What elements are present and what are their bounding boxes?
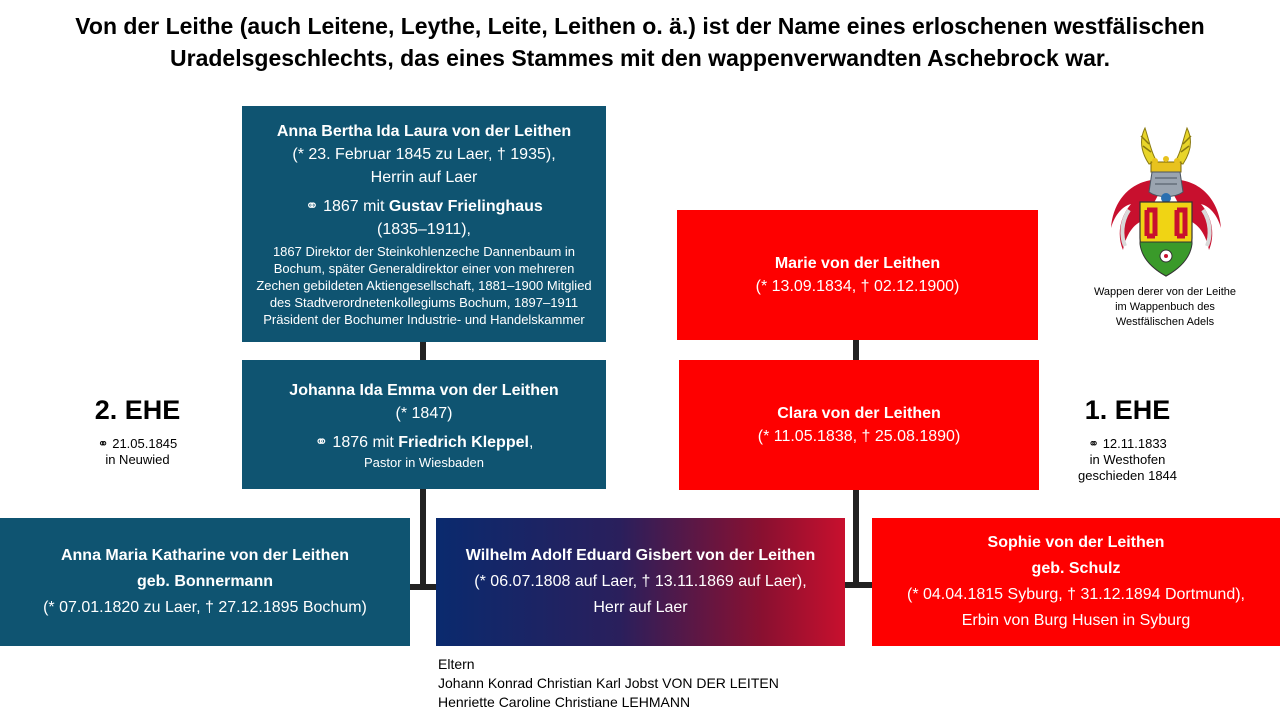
spouse-name: Friedrich Kleppel [398,433,529,451]
person-name: Clara von der Leithen [777,405,941,422]
spouse-dates: (1835–1911), [377,221,471,238]
person-name: Sophie von der Leithen [987,534,1165,551]
person-dates: (* 06.07.1808 auf Laer, † 13.11.1869 auf Laer), [474,573,807,590]
person-anna-bertha [242,106,606,342]
person-johanna [242,360,606,489]
marriage-comma: , [528,433,534,451]
marriage-prefix: ⚭ 1867 mit [305,198,389,215]
coat-of-arms-icon [1105,118,1227,284]
person-name: Johanna Ida Emma von der Leithen [289,381,559,399]
spouse-role: Pastor in Wiesbaden [364,454,484,470]
person-title: Erbin von Burg Husen in Syburg [961,612,1191,629]
spouse-name: Gustav Frielinghaus [388,198,543,215]
person-clara [679,360,1039,490]
coat-of-arms-caption [1080,285,1250,330]
person-title: Herr auf Laer [593,599,688,616]
marriage-line [315,431,534,454]
marriage-1-info [1050,436,1205,484]
person-dates: (* 13.09.1834, † 02.12.1900) [755,278,960,295]
marriage-prefix: ⚭ 1876 mit [314,433,399,451]
marriage-line [305,195,542,218]
person-dates: (* 11.05.1838, † 25.08.1890) [757,428,961,445]
marriage-1-label: 1. EHE [1084,395,1171,425]
caption-line-3: Westfälischen Adels [1115,316,1215,328]
person-maiden-name: geb. Bonnermann [136,573,273,590]
connector-left-horizontal [408,584,438,590]
person-anna-maria [0,518,410,646]
parents-label: Eltern [438,656,475,672]
marriage-1-note: geschieden 1844 [1077,468,1178,483]
title-line-1: Von der Leithe (auch Leitene, Leythe, Leite, Leithen o. ä.) ist der Name eines erloschenen westfälischen [75,13,1205,39]
connector-right-horizontal [844,582,874,588]
person-name: Anna Maria Katharine von der Leithen [60,547,350,564]
person-maiden-name: geb. Schulz [1031,560,1121,577]
person-name: Marie von der Leithen [774,255,941,272]
person-dates: (* 07.01.1820 zu Laer, † 27.12.1895 Bochum) [43,599,367,616]
marriage-2-place: in Neuwied [105,452,170,467]
person-dates: (* 23. Februar 1845 zu Laer, † 1935), [292,146,556,163]
parents-mother: Henriette Caroline Christiane LEHMANN [438,694,691,710]
person-marie [677,210,1038,340]
person-dates: (* 04.04.1815 Syburg, † 31.12.1894 Dortmund), [907,586,1245,603]
person-name: Wilhelm Adolf Eduard Gisbert von der Leithen [465,547,816,564]
person-name: Anna Bertha Ida Laura von der Leithen [276,123,572,140]
person-dates: (* 1847) [395,404,453,422]
marriage-2-date: ⚭ 21.05.1845 [97,436,178,451]
person-title: Herrin auf Laer [370,169,478,186]
page-title [0,10,1280,74]
marriage-1-date: ⚭ 12.11.1833 [1088,436,1167,451]
marriage-2-label: 2. EHE [94,395,181,425]
spouse-bio: 1867 Direktor der Steinkohlenzeche Dannenbaum in Bochum, später Generaldirektor einer von mehreren Zechen gebildeten Aktiengesellschaft, 1881–1900 Mitglied des Stadtverordnetenkollegiums Bochum, 1897–1911 Präsident der Bochumer Industrie- und Handelskammer [256,244,592,327]
title-line-2: Uradelsgeschlechts, das eines Stammes mit den wappenverwandten Aschebrock war. [170,45,1110,71]
parents-father: Johann Konrad Christian Karl Jobst VON DER LEITEN [438,675,779,691]
marriage-2-info [60,436,215,468]
person-wilhelm [436,518,845,646]
caption-line-1: Wappen derer von der Leithe [1093,286,1237,298]
marriage-1-place: in Westhofen [1089,452,1166,467]
parents-info [438,655,779,712]
person-sophie [872,518,1280,646]
caption-line-2: im Wappenbuch des [1115,301,1215,313]
